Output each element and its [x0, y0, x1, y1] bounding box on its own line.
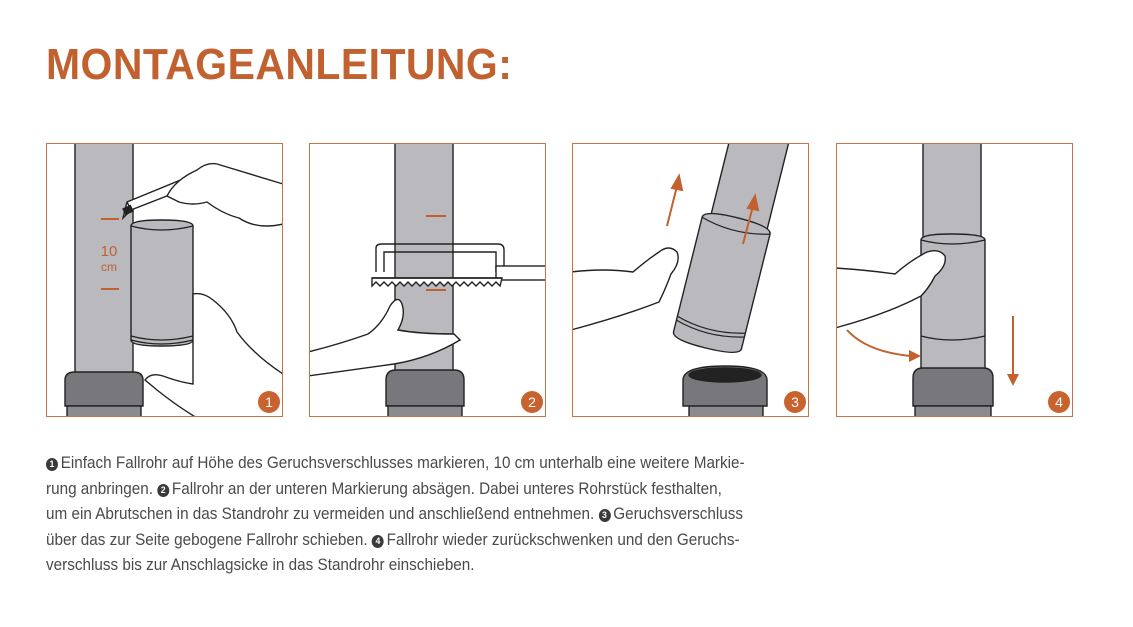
socket-opening	[689, 368, 761, 382]
downpipe	[923, 144, 981, 242]
odor-trap	[131, 220, 193, 346]
step-number: 4	[1055, 394, 1063, 410]
step-2-panel	[309, 143, 546, 417]
down-arrow-icon	[1007, 316, 1019, 386]
instructions-line-5	[46, 552, 764, 578]
instructions-line-3	[46, 501, 764, 527]
step-4-panel	[836, 143, 1073, 417]
curved-arrow-icon	[847, 330, 921, 362]
line-text: verschluss bis zur Anschlagsicke in das Standrohr einschieben.	[46, 555, 475, 574]
measure-value: 10	[100, 243, 118, 260]
line-text: Geruchsverschluss	[613, 504, 744, 523]
step-number: 2	[528, 394, 536, 410]
standpipe-socket	[386, 370, 464, 406]
line-text: Fallrohr an der unteren Markierung absägen. Dabei unteres Rohrstück festhalten,	[171, 478, 722, 498]
instructions-line-4	[46, 527, 764, 553]
step-bullet: 4	[372, 535, 384, 548]
hand	[573, 248, 678, 330]
step-3-illustration	[573, 144, 809, 417]
standpipe	[388, 406, 462, 417]
step-1-illustration	[47, 144, 283, 417]
standpipe	[67, 406, 141, 417]
line-text: über das zur Seite gebogene Fallrohr schieben.	[46, 529, 368, 549]
page-title: MONTAGEANLEITUNG:	[46, 40, 513, 89]
standpipe-socket	[65, 372, 143, 406]
instructions-line-2	[46, 476, 764, 502]
step-3-panel	[572, 143, 809, 417]
instructions-text	[46, 450, 764, 578]
standpipe-socket	[913, 368, 993, 406]
standpipe	[915, 406, 991, 417]
line-text: rung anbringen.	[46, 478, 153, 498]
step-bullet: 1	[46, 458, 58, 471]
step-number: 3	[791, 394, 799, 410]
odor-trap	[672, 209, 772, 356]
step-bullet: 2	[157, 484, 169, 497]
measure-unit: cm	[101, 260, 117, 274]
step-1-panel	[46, 143, 283, 417]
step-4-illustration	[837, 144, 1073, 417]
step-bullet: 3	[598, 509, 610, 522]
step-number: 1	[265, 394, 273, 410]
hand-upper	[167, 164, 283, 226]
instructions-line-1	[46, 450, 764, 476]
line-text: um ein Abrutschen in das Standrohr zu vermeiden und anschließend entnehmen.	[46, 504, 595, 523]
up-arrow-icon	[667, 176, 682, 226]
line-text: Fallrohr wieder zurückschwenken und den Geruchs-	[386, 529, 740, 549]
line-text: Einfach Fallrohr auf Höhe des Geruchsverschlusses markieren, 10 cm unterhalb eine weitere Markie-	[60, 453, 745, 472]
step-2-illustration	[310, 144, 546, 417]
